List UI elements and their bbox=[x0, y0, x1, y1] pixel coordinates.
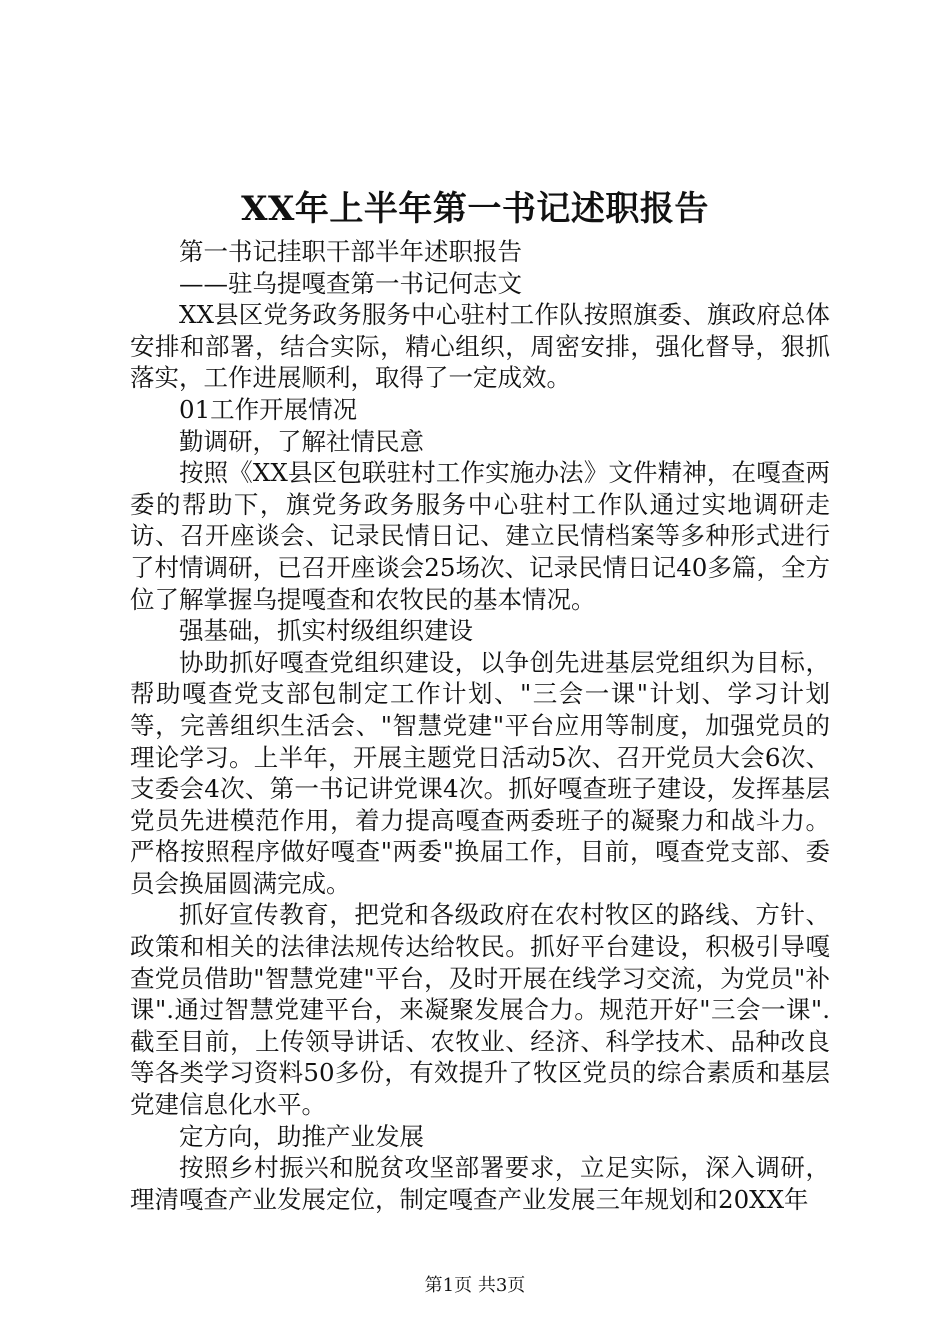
subsection-heading: 强基础，抓实村级组织建设 bbox=[179, 616, 473, 646]
section-heading: 01工作开展情况 bbox=[179, 394, 358, 424]
subsection-heading: 定方向，助推产业发展 bbox=[179, 1121, 424, 1151]
paragraph: 按照乡村振兴和脱贫攻坚部署要求，立足实际，深入调研，理清嘎查产业发展定位，制定嘎查产业发展三年规划和20XX年 bbox=[130, 1153, 830, 1214]
paragraph-intro: XX县区党务政务服务中心驻村工作队按照旗委、旗政府总体安排和部署，结合实际，精心组织，周密安排，强化督导，狠抓落实，工作进展顺利，取得了一定成效。 bbox=[130, 300, 830, 393]
paragraph: 协助抓好嘎查党组织建设，以争创先进基层党组织为目标，帮助嘎查党支部包制定工作计划、"三会一课"计划、学习计划等，完善组织生活会、"智慧党建"平台应用等制度，加强党员的理论学习。上半年，开展主题党日活动5次、召开党员大会6次、支委会4次、第一书记讲党课4次。抓好嘎查班子建设，发挥基层党员先进模范作用，着力提高嘎查两委班子的凝聚力和战斗力。严格按照程序做好嘎查"两委"换届工作，目前，嘎查党支部、委员会换届圆满完成。 bbox=[130, 647, 830, 898]
paragraph-subtitle: 第一书记挂职干部半年述职报告 bbox=[179, 237, 522, 266]
paragraph-author: ——驻乌提嘎查第一书记何志文 bbox=[179, 268, 522, 298]
page-number-footer: 第1页 共3页 bbox=[424, 1275, 526, 1296]
paragraph: 按照《XX县区包联驻村工作实施办法》文件精神，在嘎查两委的帮助下，旗党务政务服务中心驻村工作队通过实地调研走访、召开座谈会、记录民情日记、建立民情档案等多种形式进行了村情调研，已召开座谈会25场次、记录民情日记40多篇，全方位了解掌握乌提嘎查和农牧民的基本情况。 bbox=[130, 458, 830, 614]
subsection-heading: 勤调研，了解社情民意 bbox=[179, 426, 424, 456]
document-body bbox=[130, 236, 830, 1215]
document-title: XX年上半年第一书记述职报告 bbox=[241, 189, 709, 229]
paragraph: 抓好宣传教育，把党和各级政府在农村牧区的路线、方针、政策和相关的法律法规传达给牧民。抓好平台建设，积极引导嘎查党员借助"智慧党建"平台，及时开展在线学习交流，为党员"补课".通过智慧党建平台，来凝聚发展合力。规范开好"三会一课".截至目前，上传领导讲话、农牧业、经济、科学技术、品种改良等各类学习资料50多份，有效提升了牧区党员的综合素质和基层党建信息化水平。 bbox=[130, 900, 830, 1120]
